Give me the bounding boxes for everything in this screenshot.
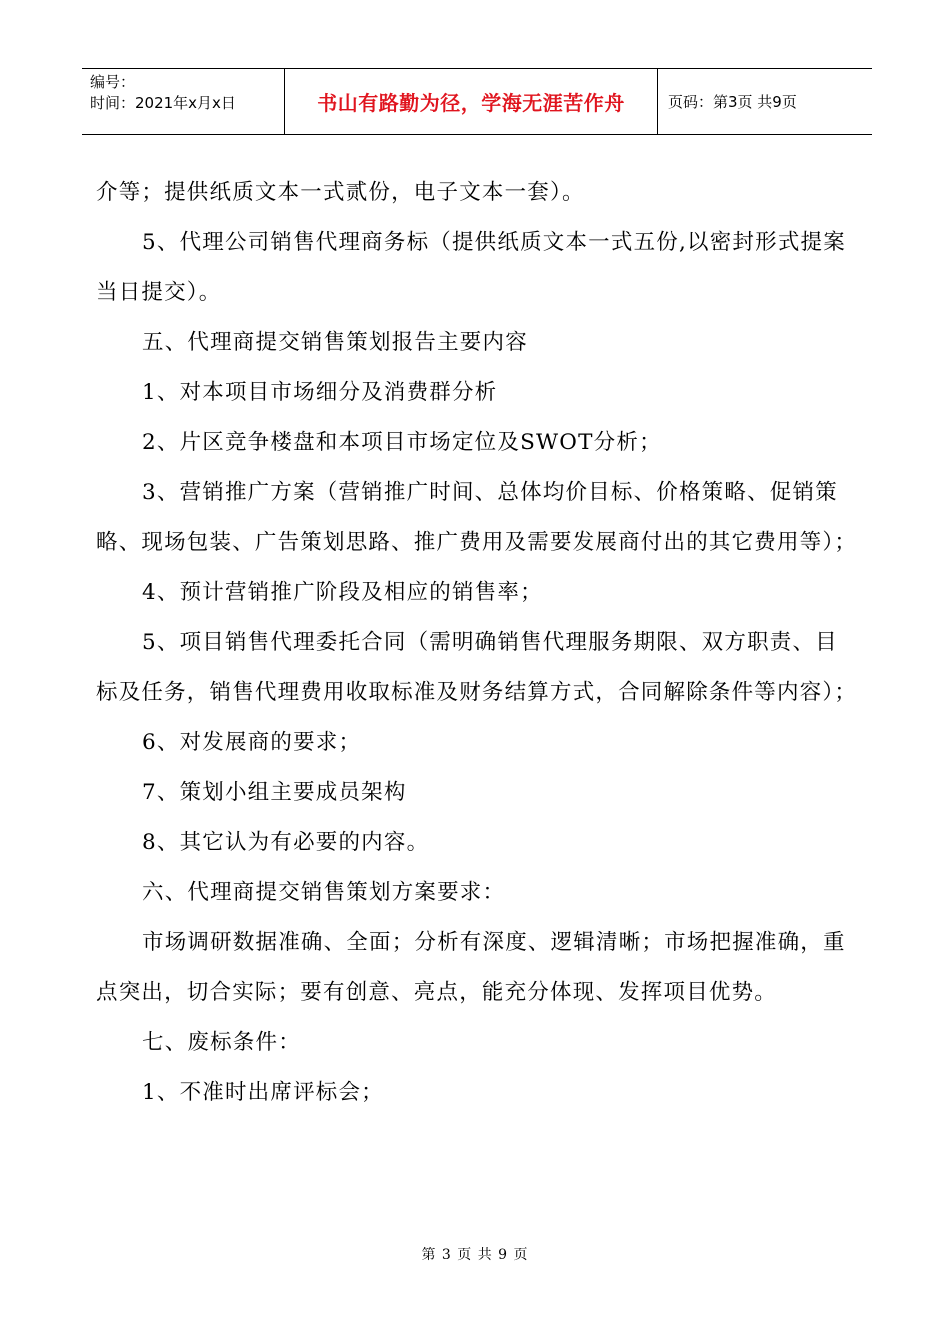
list-item: 5、项目销售代理委托合同（需明确销售代理服务期限、双方职责、目标及任务，销售代理费用收取标准及财务结算方式，合同解除条件等内容）； — [96, 630, 858, 705]
list-item: 4、预计营销推广阶段及相应的销售率； — [142, 580, 543, 605]
section-heading: 七、废标条件： — [142, 1030, 301, 1055]
list-item: 2、片区竞争楼盘和本项目市场定位及SWOT分析； — [142, 430, 662, 455]
list-item: 1、不准时出席评标会； — [142, 1080, 384, 1105]
list-item: 1、对本项目市场细分及消费群分析 — [142, 380, 498, 405]
document-time-label: 时间：2021年x月x日 — [90, 94, 236, 112]
section-heading: 五、代理商提交销售策划报告主要内容 — [142, 330, 528, 355]
header-motto-cell — [285, 69, 658, 134]
paragraph: 介等；提供纸质文本一式贰份，电子文本一套）。 — [96, 180, 585, 205]
header-page-cell — [658, 69, 872, 134]
list-item: 3、营销推广方案（营销推广时间、总体均价目标、价格策略、促销策略、现场包装、广告策划思路、推广费用及需要发展商付出的其它费用等）； — [96, 480, 858, 555]
paragraph: 市场调研数据准确、全面；分析有深度、逻辑清晰；市场把握准确，重点突出，切合实际；要有创意、亮点，能充分体现、发挥项目优势。 — [96, 930, 846, 1005]
document-number-label: 编号： — [90, 73, 136, 91]
list-item: 7、策划小组主要成员架构 — [142, 780, 407, 805]
document-header — [82, 68, 872, 135]
header-motto: 书山有路勤为径，学海无涯苦作舟 — [317, 91, 625, 115]
header-page-info: 页码：第3页 共9页 — [668, 93, 797, 111]
header-meta-cell — [82, 69, 285, 134]
section-heading: 六、代理商提交销售策划方案要求： — [142, 880, 506, 905]
document-body — [96, 168, 860, 1118]
list-item: 6、对发展商的要求； — [142, 730, 362, 755]
page-footer: 第 3 页 共 9 页 — [421, 1247, 529, 1263]
paragraph: 5、代理公司销售代理商务标（提供纸质文本一式五份,以密封形式提案当日提交）。 — [96, 230, 846, 305]
list-item: 8、其它认为有必要的内容。 — [142, 830, 430, 855]
